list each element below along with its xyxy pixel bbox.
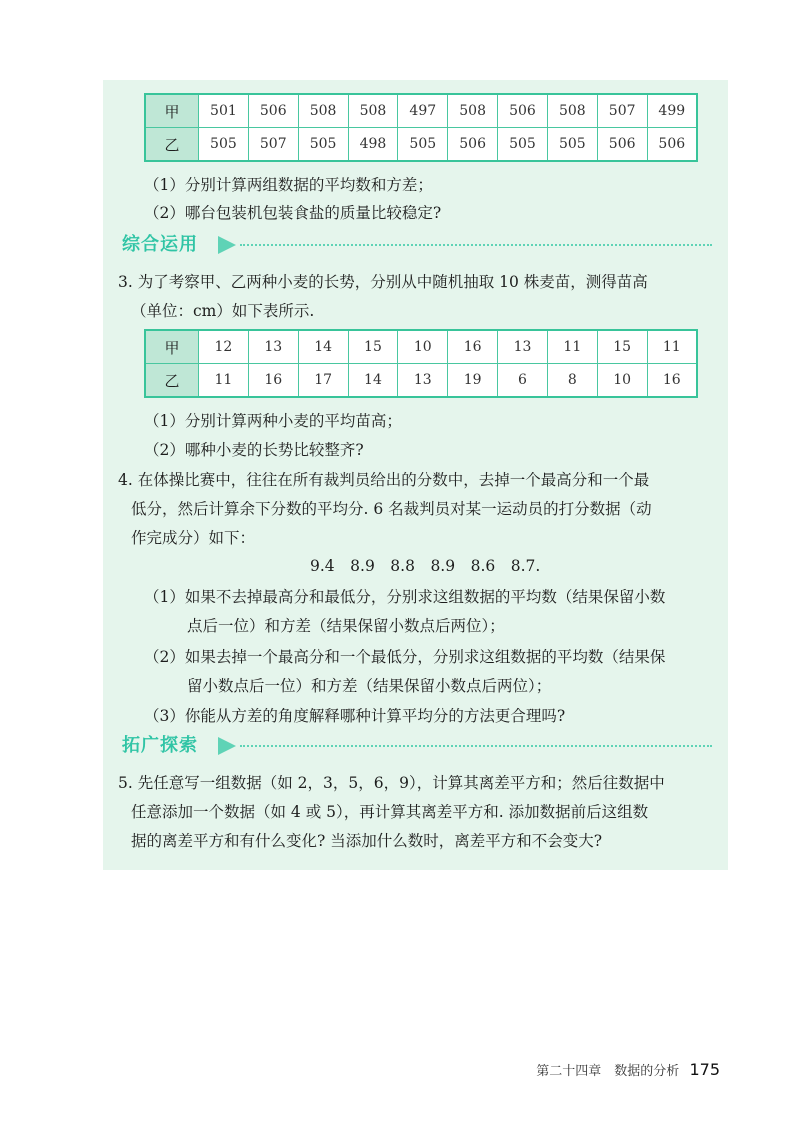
question-part: 留小数点后一位）和方差（结果保留小数点后两位）； [187, 677, 552, 695]
table-cell: 13 [248, 330, 298, 364]
question-part: （2）哪种小麦的长势比较整齐? [144, 441, 364, 459]
table-cell: 506 [448, 128, 498, 162]
chapter-title: 第二十四章 数据的分析 [536, 1064, 680, 1079]
table-row [145, 94, 697, 128]
table-cell: 10 [597, 364, 647, 398]
question-text: 作完成分）如下： [131, 529, 256, 547]
row-header: 甲 [145, 94, 199, 128]
row-header: 乙 [145, 128, 199, 162]
table-cell: 505 [498, 128, 548, 162]
page-number: 175 [689, 1060, 720, 1079]
question-part: 点后一位）和方差（结果保留小数点后两位）； [187, 617, 505, 635]
table-row [145, 128, 697, 162]
page-footer [536, 1060, 720, 1079]
table-row [145, 364, 697, 398]
score-list: 9.4 8.9 8.8 8.9 8.6 8.7. [310, 557, 541, 575]
section-header-explore [122, 734, 712, 758]
table-cell: 505 [298, 128, 348, 162]
table-cell: 16 [248, 364, 298, 398]
question-text: （单位：cm）如下表所示. [131, 302, 315, 320]
table-cell: 11 [647, 330, 697, 364]
table-cell: 505 [547, 128, 597, 162]
dotted-divider [240, 244, 712, 246]
table-cell: 19 [448, 364, 498, 398]
question-part: （1）分别计算两组数据的平均数和方差； [144, 176, 433, 194]
play-arrow-icon [218, 737, 236, 755]
section-title: 拓广探索 [122, 735, 198, 756]
play-arrow-icon [218, 236, 236, 254]
question-text: 3. 为了考察甲、乙两种小麦的长势，分别从中随机抽取 10 株麦苗，测得苗高 [118, 273, 648, 291]
table-cell: 506 [597, 128, 647, 162]
table-cell: 13 [398, 364, 448, 398]
table-cell: 499 [647, 94, 697, 128]
table-cell: 17 [298, 364, 348, 398]
table-cell: 497 [398, 94, 448, 128]
table-cell: 508 [298, 94, 348, 128]
table-cell: 14 [348, 364, 398, 398]
table-cell: 505 [199, 128, 249, 162]
table-cell: 15 [348, 330, 398, 364]
table-cell: 16 [647, 364, 697, 398]
table-cell: 16 [448, 330, 498, 364]
question-part: （2）哪台包装机包装食盐的质量比较稳定? [144, 204, 442, 222]
table-cell: 14 [298, 330, 348, 364]
section-title: 综合运用 [122, 234, 198, 255]
section-header-comprehensive [122, 233, 712, 257]
table-cell: 506 [498, 94, 548, 128]
table-cell: 506 [647, 128, 697, 162]
table-cell: 15 [597, 330, 647, 364]
question-text: 任意添加一个数据（如 4 或 5），再计算其离差平方和. 添加数据前后这组数 [131, 803, 649, 821]
question-text: 4. 在体操比赛中，往往在所有裁判员给出的分数中，去掉一个最高分和一个最 [118, 471, 650, 489]
table-cell: 508 [448, 94, 498, 128]
question-part: （2）如果去掉一个最高分和一个最低分，分别求这组数据的平均数（结果保 [144, 648, 666, 666]
table-row [145, 330, 697, 364]
table-cell: 12 [199, 330, 249, 364]
row-header: 乙 [145, 364, 199, 398]
table-cell: 8 [547, 364, 597, 398]
table-cell: 13 [498, 330, 548, 364]
table-cell: 10 [398, 330, 448, 364]
table-packaging-weights [144, 93, 698, 162]
table-cell: 508 [348, 94, 398, 128]
table-cell: 507 [597, 94, 647, 128]
dotted-divider [240, 745, 712, 747]
row-header: 甲 [145, 330, 199, 364]
question-text: 低分，然后计算余下分数的平均分. 6 名裁判员对某一运动员的打分数据（动 [131, 500, 652, 518]
question-part: （1）分别计算两种小麦的平均苗高； [144, 412, 402, 430]
table-cell: 501 [199, 94, 249, 128]
question-text: 据的离差平方和有什么变化? 当添加什么数时，离差平方和不会变大? [131, 832, 603, 850]
table-cell: 6 [498, 364, 548, 398]
table-wheat-heights [144, 329, 698, 398]
table-cell: 507 [248, 128, 298, 162]
question-text: 5. 先任意写一组数据（如 2，3，5，6，9），计算其离差平方和；然后往数据中 [118, 774, 665, 792]
question-part: （3）你能从方差的角度解释哪种计算平均分的方法更合理吗? [144, 707, 566, 725]
table-cell: 506 [248, 94, 298, 128]
table-cell: 11 [547, 330, 597, 364]
question-part: （1）如果不去掉最高分和最低分，分别求这组数据的平均数（结果保留小数 [144, 588, 666, 606]
table-cell: 11 [199, 364, 249, 398]
table-cell: 505 [398, 128, 448, 162]
table-cell: 508 [547, 94, 597, 128]
table-cell: 498 [348, 128, 398, 162]
